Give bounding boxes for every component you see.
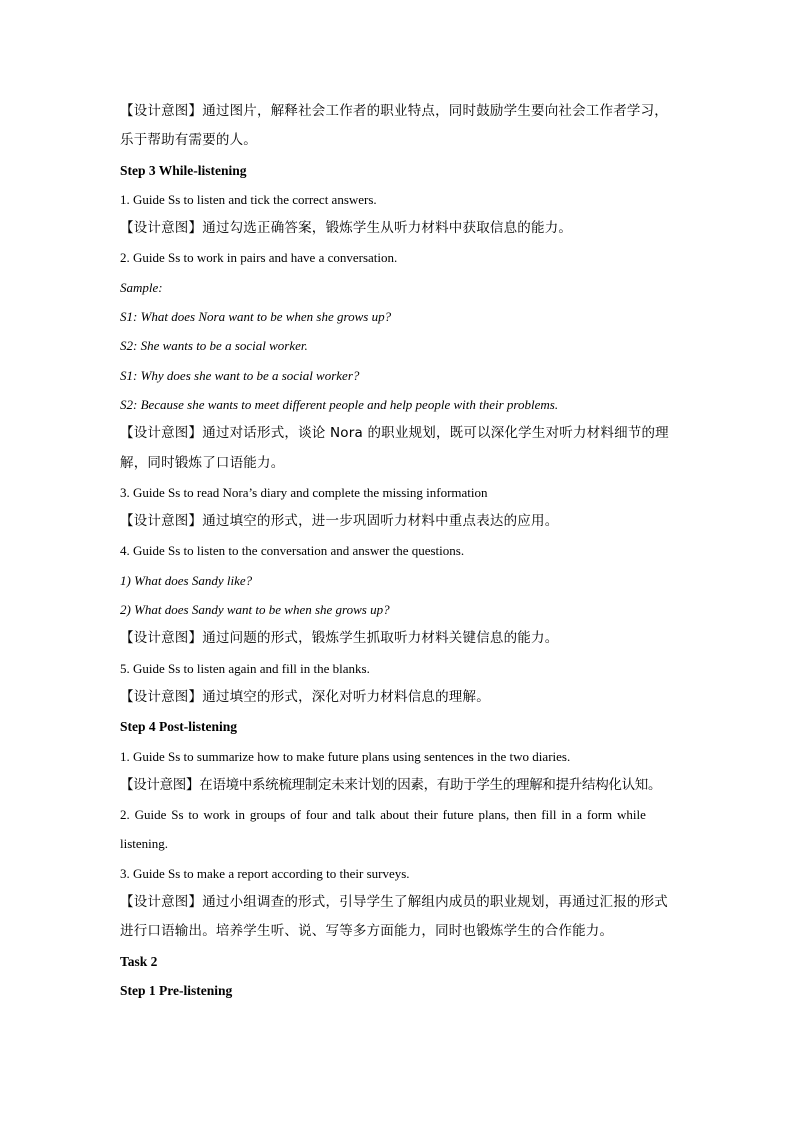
instruction-text: 1. Guide Ss to listen and tick the correct answers.	[120, 191, 377, 207]
instruction-text: 3. Guide Ss to read Nora’s diary and complete the missing information	[120, 484, 488, 500]
design-intent-text: 进行口语输出。培养学生听、说、写等多方面能力，同时也锻炼学生的合作能力。	[120, 923, 614, 940]
section-heading: Step 4 Post-listening	[120, 719, 238, 735]
design-intent-text: 【设计意图】通过图片，解释社会工作者的职业特点，同时鼓励学生要向社会工作者学习，	[120, 103, 668, 119]
design-intent-text: 【设计意图】通过勾选正确答案，锻炼学生从听力材料中获取信息的能力。	[120, 220, 573, 237]
design-intent-text: 【设计意图】通过问题的形式，锻炼学生抓取听力材料关键信息的能力。	[120, 630, 559, 647]
sample-dialogue-line: S1: Why does she want to be a social worker?	[120, 367, 360, 383]
question-item: 1) What does Sandy like?	[120, 572, 253, 588]
document-page	[120, 97, 675, 1005]
design-intent-text: 【设计意图】通过小组调查的形式，引导学生了解组内成员的职业规划，再通过汇报的形式	[120, 894, 668, 911]
instruction-text: listening.	[120, 836, 169, 852]
design-intent-text: 解，同时锻炼了口语能力。	[120, 454, 285, 471]
instruction-text: 3. Guide Ss to make a report according to their surveys.	[120, 865, 410, 881]
sample-label: Sample:	[120, 279, 163, 295]
section-heading: Task 2	[120, 953, 158, 969]
instruction-text: 4. Guide Ss to listen to the conversation and answer the questions.	[120, 543, 465, 559]
section-heading: Step 3 While-listening	[120, 162, 247, 178]
design-intent-text: 【设计意图】在语境中系统梳理制定未来计划的因素，有助于学生的理解和提升结构化认知。	[120, 776, 662, 793]
design-intent-text: 乐于帮助有需要的人。	[120, 132, 257, 149]
sample-dialogue-line: S2: Because she wants to meet different people and help people with their problems.	[120, 396, 559, 412]
sample-dialogue-line: S2: She wants to be a social worker.	[120, 338, 308, 354]
question-item: 2) What does Sandy want to be when she grows up?	[120, 602, 390, 618]
design-intent-text: 【设计意图】通过对话形式，谈论 Nora 的职业规划，既可以深化学生对听力材料细节的理	[120, 425, 669, 442]
sample-dialogue-line: S1: What does Nora want to be when she grows up?	[120, 309, 392, 325]
instruction-text: 5. Guide Ss to listen again and fill in the blanks.	[120, 660, 370, 676]
instruction-text: 1. Guide Ss to summarize how to make future plans using sentences in the two diaries.	[120, 748, 571, 764]
design-intent-text: 【设计意图】通过填空的形式，进一步巩固听力材料中重点表达的应用。	[120, 513, 559, 530]
instruction-text: 2. Guide Ss to work in pairs and have a conversation.	[120, 250, 398, 266]
section-heading: Step 1 Pre-listening	[120, 982, 233, 998]
instruction-text: 2. Guide Ss to work in groups of four and talk about their future plans, then fill in a form while	[120, 807, 646, 823]
design-intent-text: 【设计意图】通过填空的形式，深化对听力材料信息的理解。	[120, 688, 490, 705]
